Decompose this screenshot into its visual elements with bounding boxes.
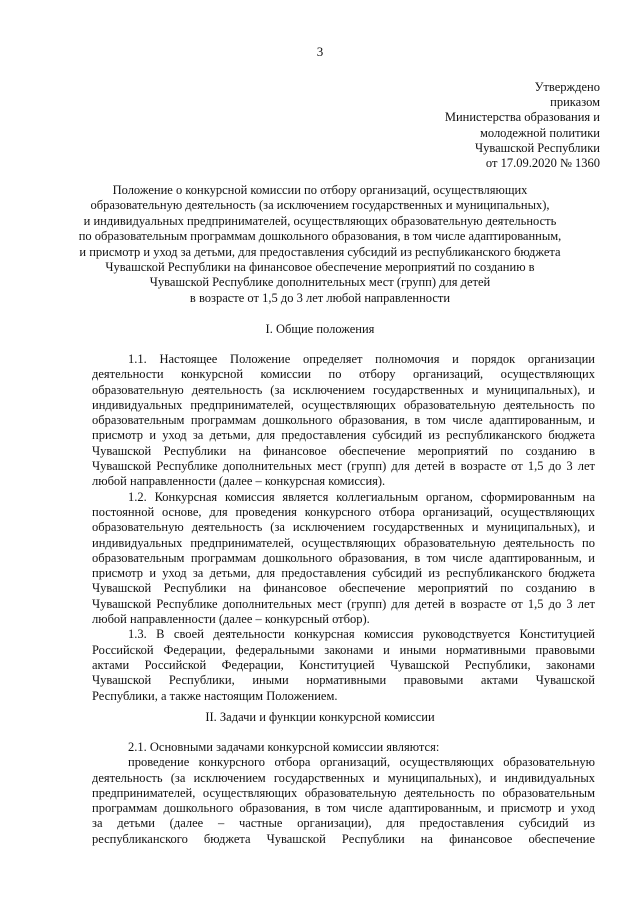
text-line: за детьми (далее – частные организации), для предоставления субсидий из	[92, 816, 595, 831]
text-line: образовательным программам дошкольного образования, в том числе адаптированным, и	[92, 550, 595, 565]
text-line: предпринимателей, осуществляющих образовательную деятельность по образовательным	[92, 785, 595, 800]
page-number: 3	[316, 44, 324, 59]
text-line: проведение конкурсного отбора организаций, осуществляющих образовательную	[128, 755, 595, 770]
section-heading-tasks: II. Задачи и функции конкурсной комиссии	[205, 710, 435, 724]
text-line: Чувашской Республики, иными нормативными правовыми актами Чувашской	[92, 673, 595, 688]
title-line: и присмотр и уход за детьми, для предоставления субсидий из республиканского бюджета	[79, 244, 561, 259]
text-line: Чувашской Республике дополнительных мест (групп) для детей в возрасте от 1,5 до 3 лет	[92, 596, 595, 611]
paragraph-1-3	[92, 627, 595, 703]
approval-line: Чувашской Республики	[474, 140, 600, 155]
text-line: 1.1. Настоящее Положение определяет полномочия и порядок организации	[128, 352, 595, 366]
title-line: в возрасте от 1,5 до 3 лет любой направленности	[189, 290, 451, 305]
text-line: 1.2. Конкурсная комиссия является коллегиальным органом, сформированным на	[128, 489, 595, 504]
title-line: Положение о конкурсной комиссии по отбору организаций, осуществляющих	[112, 183, 528, 197]
title-line: Чувашской Республики на финансовое обеспечение мероприятий по созданию в	[105, 260, 535, 275]
text-line: деятельности конкурсной комиссии по отбору организаций, осуществляющих	[92, 367, 595, 382]
section-heading-general: I. Общие положения	[265, 322, 375, 336]
title-line: по образовательным программам дошкольного образования, в том числе адаптированным,	[78, 229, 562, 244]
title-line: Чувашской Республике дополнительных мест (групп) для детей	[149, 275, 491, 290]
title-line: образовательную деятельность (за исключением государственных и муниципальных),	[90, 198, 550, 213]
document-title	[60, 183, 580, 306]
text-line: присмотр и уход за детьми, для предоставления субсидий из республиканского бюджета	[92, 428, 595, 443]
title-line: и индивидуальных предпринимателей, осуществляющих образовательную деятельность	[83, 213, 557, 228]
text-line: 2.1. Основными задачами конкурсной комиссии являются:	[128, 740, 440, 754]
paragraph-1-2	[92, 490, 595, 628]
approval-line: Министерства образования и	[444, 110, 600, 125]
text-line: образовательным программам дошкольного образования, в том числе адаптированным, и	[92, 413, 595, 428]
text-line: присмотр и уход за детьми, для предоставления субсидий из республиканского бюджета	[92, 566, 595, 581]
text-line: Чувашской Республике дополнительных мест (групп) для детей в возрасте от 1,5 до 3 лет	[92, 459, 595, 474]
paragraph-2-1-item	[92, 755, 595, 847]
text-line: деятельность (за исключением государственных и муниципальных), и индивидуальных	[92, 770, 595, 785]
approval-line: Утверждено	[534, 80, 600, 94]
text-line: Республики, а также настоящим Положением.	[92, 688, 338, 703]
text-line: любой направленности (далее – конкурсная комиссия).	[92, 474, 386, 489]
text-line: индивидуальных предпринимателей, осуществляющих образовательную деятельность по	[92, 535, 595, 550]
approval-line: молодежной политики	[479, 125, 600, 140]
text-line: республиканского бюджета Чувашской Республики на финансовое обеспечение	[92, 831, 595, 846]
text-line: образовательную деятельность (за исключением государственных и муниципальных), и	[92, 520, 595, 535]
approval-line: приказом	[550, 95, 600, 110]
paragraph-1-1	[92, 352, 595, 490]
section-tasks-body	[92, 740, 595, 847]
text-line: Чувашской Республики на финансовое обеспечение мероприятий по созданию в	[92, 443, 595, 458]
approval-stamp	[445, 80, 600, 171]
text-line: любой направленности (далее – конкурсный отбор).	[92, 612, 370, 627]
text-line: программам дошкольного образования, в том числе адаптированным, и присмотр и уход	[92, 801, 595, 816]
text-line: актами Российской Федерации, Конституцией Чувашской Республики, законами	[92, 657, 595, 672]
text-line: Чувашской Республики на финансовое обеспечение мероприятий по созданию в	[92, 581, 595, 596]
text-line: образовательную деятельность (за исключением государственных и муниципальных), и	[92, 382, 595, 397]
text-line: постоянной основе, для проведения конкурсного отбора организаций, осуществляющих	[92, 504, 595, 519]
approval-line: от 17.09.2020 № 1360	[485, 156, 600, 171]
section-general-body	[92, 352, 595, 704]
text-line: индивидуальных предпринимателей, осуществляющих образовательную деятельность по	[92, 397, 595, 412]
text-line: Российской Федерации, федеральными законами и иными нормативными правовыми	[92, 642, 595, 657]
text-line: 1.3. В своей деятельности конкурсная комиссия руководствуется Конституцией	[128, 627, 595, 642]
paragraph-2-1	[92, 740, 595, 755]
